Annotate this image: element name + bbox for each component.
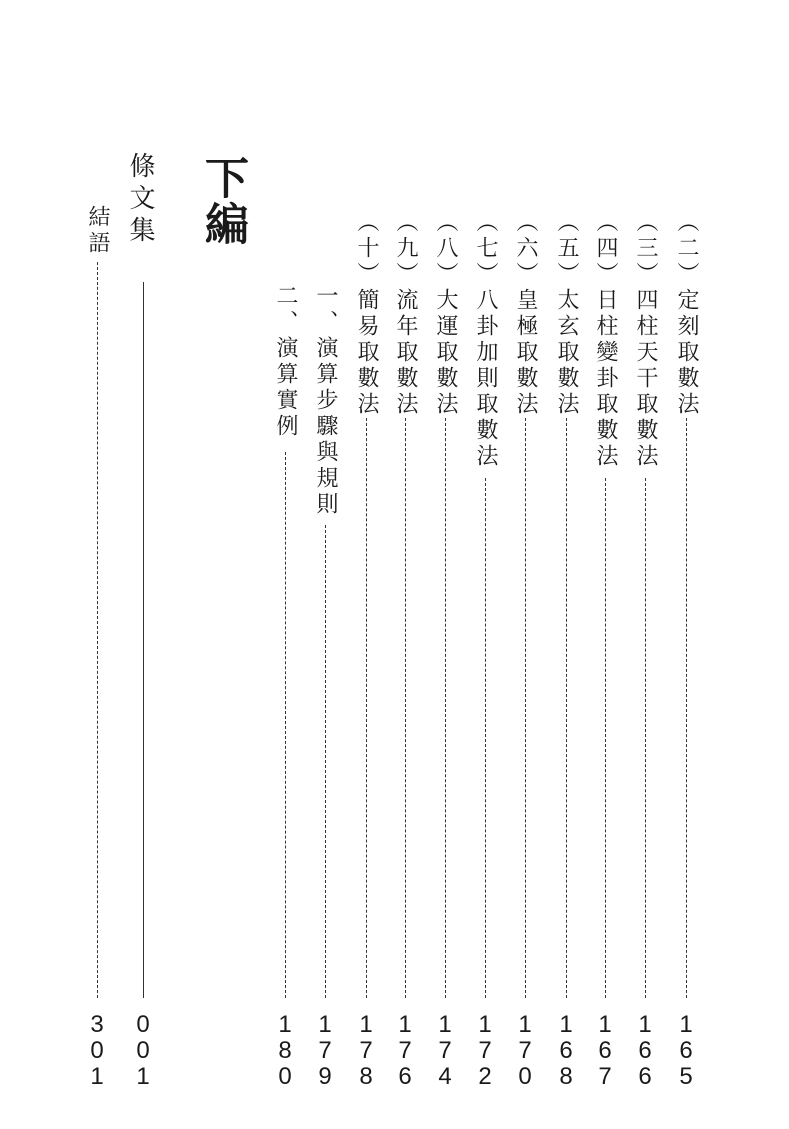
toc-item-title: （八）大運取數法	[433, 210, 458, 418]
collection-page-number: 0 0 1	[136, 1011, 150, 1090]
toc-item-title: （五）太玄取數法	[554, 210, 579, 418]
toc-item-page: 1 8 0	[278, 1011, 292, 1090]
toc-item-leader	[525, 418, 526, 998]
toc-item-leader	[445, 418, 446, 998]
toc-item-title: 二、演算實例	[273, 284, 298, 440]
toc-item-leader	[686, 418, 687, 998]
toc-item-leader	[325, 525, 326, 998]
toc-item-page: 1 7 6	[398, 1011, 412, 1090]
toc-item-title: 一、演算步驟與規則	[313, 284, 338, 518]
toc-item-page: 1 6 7	[598, 1011, 612, 1090]
toc-item-page: 1 7 4	[438, 1011, 452, 1090]
toc-item-page: 1 6 5	[679, 1011, 693, 1090]
toc-item-page: 1 7 0	[518, 1011, 532, 1090]
section-heading: 下編	[197, 155, 248, 247]
toc-item-page: 1 7 8	[359, 1011, 373, 1090]
toc-item-page: 1 6 6	[638, 1011, 652, 1090]
collection-leader	[143, 282, 144, 998]
toc-item-leader	[605, 478, 606, 998]
toc-item-title: （四）日柱變卦取數法	[593, 210, 618, 470]
conclusion-page-number: 3 0 1	[90, 1011, 104, 1090]
collection-title[interactable]: 條文集	[125, 152, 155, 248]
toc-item-title: （二）定刻取數法	[674, 210, 699, 418]
toc-item-page: 1 7 2	[478, 1011, 492, 1090]
toc-item-leader	[485, 478, 486, 998]
conclusion-leader	[97, 262, 98, 998]
toc-item-leader	[566, 418, 567, 998]
toc-item-page: 1 7 9	[318, 1011, 332, 1090]
conclusion-title[interactable]: 結語	[85, 205, 110, 257]
toc-item-leader	[285, 452, 286, 998]
toc-item-title: （三）四柱天干取數法	[633, 210, 658, 470]
toc-item-title: （九）流年取數法	[393, 210, 418, 418]
toc-item-title: （十）簡易取數法	[354, 210, 379, 418]
toc-item-page: 1 6 8	[559, 1011, 573, 1090]
toc-item-title: （七）八卦加則取數法	[473, 210, 498, 470]
toc-item-leader	[366, 418, 367, 998]
toc-item-leader	[645, 478, 646, 998]
toc-item-leader	[405, 418, 406, 998]
toc-item-title: （六）皇極取數法	[513, 210, 538, 418]
